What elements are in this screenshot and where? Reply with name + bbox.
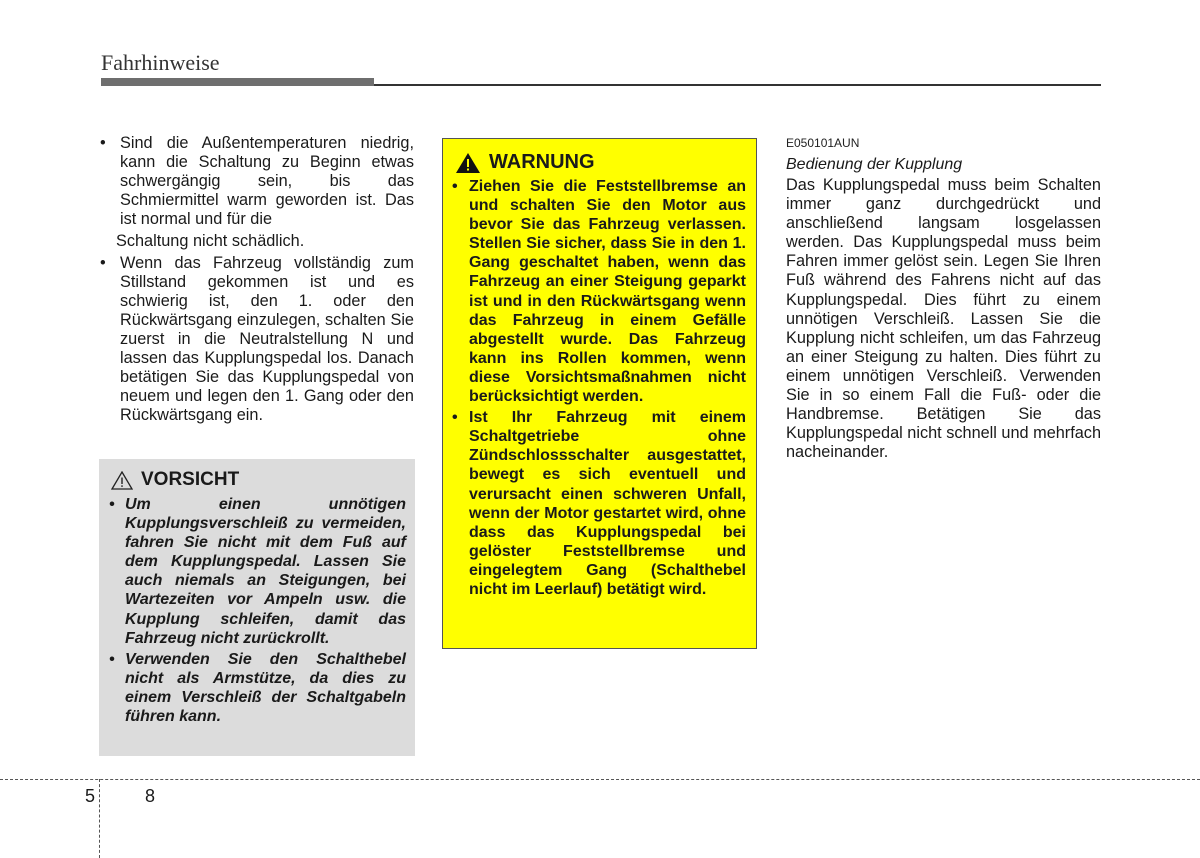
warning-triangle-icon bbox=[455, 152, 481, 174]
warning-heading bbox=[455, 151, 746, 174]
warning-item bbox=[452, 408, 746, 599]
right-column bbox=[786, 136, 1101, 462]
page-header-title: Fahrhinweise bbox=[101, 50, 220, 75]
footer-rule bbox=[0, 779, 1200, 780]
warning-item-text: Ziehen Sie die Feststellbremse an und schalten Sie den Motor aus bevor Sie das Fahrzeug verlassen. Stellen Sie sicher, dass Sie in den 1. Gang geschaltet haben, wenn das Fahrzeug an einer Steigung geparkt ist und in den Rückwärtsgang wenn das Fahrzeug in einem Gefälle abgestellt wurde. Das Fahrzeug kann ins Rollen kommen, wenn diese Vorsichtsmaßnahmen nicht berücksichtigt werden. bbox=[469, 178, 746, 406]
caution-item-text: Um einen unnötigen Kupplungsverschleiß zu vermeiden, fahren Sie nicht mit dem Fuß auf dem Kupplungspedal. Lassen Sie auch niemals an Steigungen, bei Wartezeiten vor Ampeln usw. die Kupplung schleifen, damit das Fahrzeug nicht zurückrollt. bbox=[125, 496, 406, 647]
warning-title: WARNUNG bbox=[489, 151, 595, 173]
bullet-icon: • bbox=[452, 409, 458, 427]
caution-item bbox=[109, 495, 406, 648]
caution-heading bbox=[111, 469, 406, 491]
page-number: 8 bbox=[145, 786, 156, 806]
caution-title: VORSICHT bbox=[141, 469, 240, 490]
header-accent-bar bbox=[101, 78, 374, 86]
warning-item-text: Ist Ihr Fahrzeug mit einem Schaltgetriebe ohne Zündschlossschalter ausgestattet, bewegt es sich eventuell und verursacht einen schweren Unfall, wenn der Motor gestartet wird, ohne dass das Kupplungspedal bei gelöster Feststellbremse und eingelegtem Gang (Schalthebel nicht im Leerlauf) betätigt wird. bbox=[469, 409, 746, 598]
bullet-icon: • bbox=[100, 253, 106, 272]
footer-divider bbox=[99, 779, 100, 858]
bullet-icon: • bbox=[109, 650, 115, 668]
bullet-icon: • bbox=[109, 496, 115, 513]
caution-box bbox=[99, 459, 415, 756]
caution-triangle-icon bbox=[111, 471, 133, 490]
bullet-icon: • bbox=[452, 178, 458, 195]
warning-item bbox=[452, 177, 746, 406]
left-column bbox=[96, 134, 414, 425]
caution-item-text: Verwenden Sie den Schalthebel nicht als Armstütze, da dies zu einem Verschleiß der Schaltgabeln führen kann. bbox=[125, 650, 406, 726]
section-number: 5 bbox=[85, 786, 96, 806]
bullet-icon: • bbox=[100, 134, 106, 152]
list-item bbox=[96, 254, 414, 426]
caution-item bbox=[109, 650, 406, 726]
section-heading: Bedienung der Kupplung bbox=[786, 156, 963, 173]
section-paragraph: Das Kupplungspedal muss beim Schalten immer ganz durchgedrückt und anschließend langsam losgelassen werden. Das Kupplungspedal muss beim Fahren immer gelöst sein. Legen Sie Ihren Fuß während des Fahrens nicht auf das Kupplungspedal. Dies führt zu einem unnötigen Verschleiß. Lassen Sie die Kupplung nicht schleifen, um das Fahrzeug an einer Steigung zu halten. Dies führt zu einem unnötigen Verschleiß. Verwenden Sie in so einem Fall die Fuß- oder die Handbremse. Betätigen Sie das Kupplungspedal nicht schnell und mehrfach nacheinander. bbox=[786, 176, 1101, 462]
section-code: E050101AUN bbox=[786, 136, 860, 150]
list-item-continuation: Schaltung nicht schädlich. bbox=[116, 232, 305, 251]
list-item-text: Sind die Außentemperaturen niedrig, kann die Schaltung zu Beginn etwas schwergängig sein, bis das Schmiermittel warm geworden ist. Das ist normal und für die bbox=[120, 134, 414, 229]
list-item-text: Wenn das Fahrzeug vollständig zum Stillstand gekommen ist und es schwierig ist, den 1. oder den Rückwärtsgang einzulegen, schalten Sie zuerst in die Neutralstellung N und lassen das Kupplungspedal los. Danach betätigen Sie das Kupplungspedal von neuem und legen den 1. Gang oder den Rückwärtsgang ein. bbox=[120, 253, 414, 425]
list-item bbox=[96, 134, 414, 229]
warning-box bbox=[442, 138, 757, 649]
